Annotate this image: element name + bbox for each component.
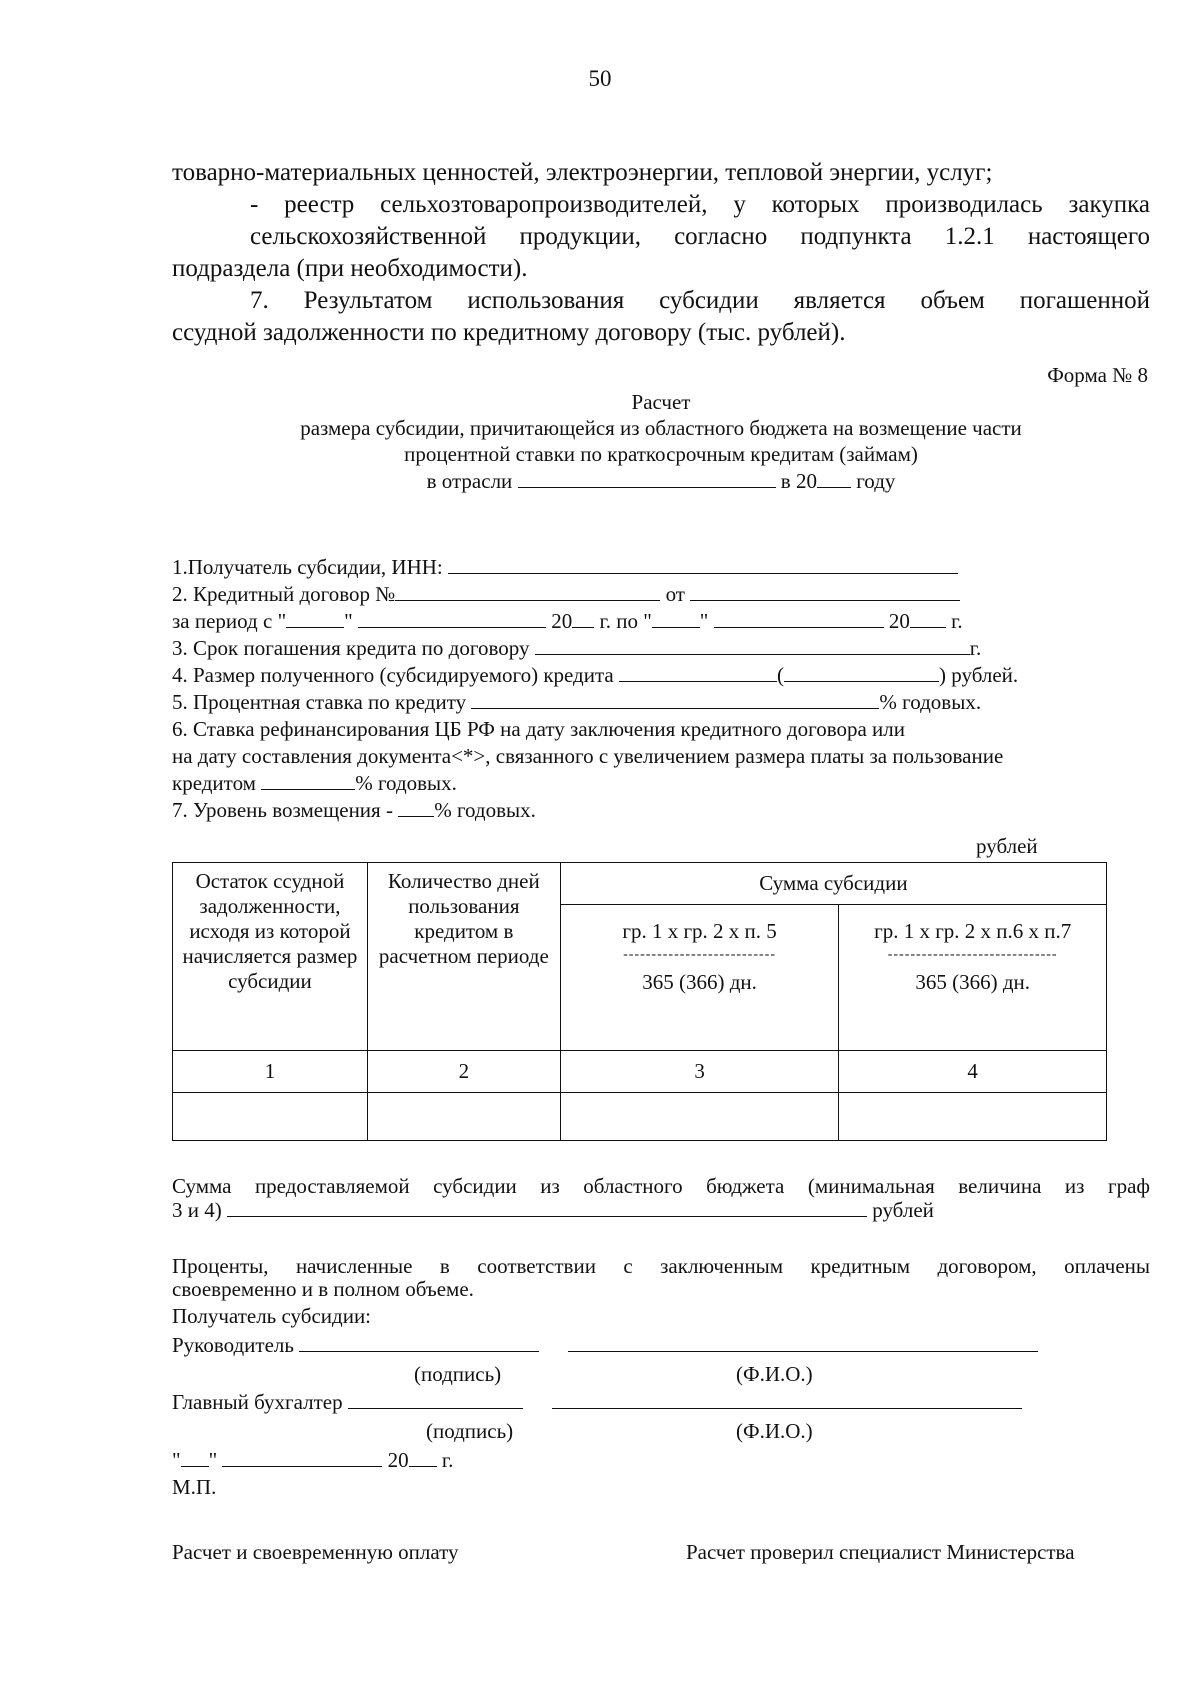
accountant-signature-blank[interactable] xyxy=(348,1390,523,1409)
period-month2-blank[interactable] xyxy=(714,609,884,628)
field-repayment xyxy=(172,636,981,661)
period-20a: 20 xyxy=(551,609,573,633)
form-title: Расчет xyxy=(631,390,691,414)
form-subtitle-2: процентной ставки по краткосрочным кредитам (займам) xyxy=(404,442,918,466)
field-refinancing-blank[interactable] xyxy=(261,771,355,790)
period-month-blank[interactable] xyxy=(358,609,546,628)
col4-formula xyxy=(874,919,1071,995)
subsidy-table xyxy=(172,862,1107,1141)
field-contract xyxy=(172,582,960,607)
accountant-line xyxy=(172,1390,1022,1415)
period-year-blank[interactable] xyxy=(572,609,594,628)
field-recipient xyxy=(172,555,958,580)
accountant-fio-blank[interactable] xyxy=(552,1390,1022,1409)
col1-header: Остаток ссудной задолженности, исходя из которой начисляется размер субсидии xyxy=(173,863,368,1051)
field-refinancing-1: 6. Ставка рефинансирования ЦБ РФ на дату заключения кредитного договора или xyxy=(172,717,905,741)
field-contract-label: 2. Кредитный договор № xyxy=(172,582,396,606)
col3-dash: --------------------------- xyxy=(623,947,776,962)
field-compensation xyxy=(172,798,536,823)
registry-paragraph: - реестр сельхозтоваропроизводителей, у которых производилась закупка сельскохозяйственной продукции, согласно подпункта 1.2.1 настоящего xyxy=(250,191,1150,250)
date-month-blank[interactable] xyxy=(222,1448,382,1467)
period-g: г. xyxy=(951,609,963,633)
field-refinancing-2: на дату составления документа<*>, связанного с увеличением размера платы за пользование xyxy=(172,744,1004,768)
date-line xyxy=(172,1448,453,1473)
col4-numerator: гр. 1 х гр. 2 х п.6 х п.7 xyxy=(874,919,1072,943)
field-compensation-end: % годовых. xyxy=(434,798,536,822)
field-interest-rate-blank[interactable] xyxy=(471,690,879,709)
industry-suffix: году xyxy=(856,469,896,493)
table-cell-4[interactable] xyxy=(839,1093,1107,1141)
field-contract-number-blank[interactable] xyxy=(395,582,660,601)
date-quote-1: " xyxy=(172,1448,181,1472)
summary-prefix: 3 и 4) xyxy=(172,1198,222,1222)
col3-header xyxy=(560,905,839,1051)
date-quote-2: " xyxy=(208,1448,218,1472)
field-compensation-label: 7. Уровень возмещения - xyxy=(172,798,393,822)
text-line-values: товарно-материальных ценностей, электроэнергии, тепловой энергии, услуг; xyxy=(172,159,993,186)
bottom-right-text: Расчет проверил специалист Министерства xyxy=(686,1540,1075,1564)
head-signature-blank[interactable] xyxy=(299,1333,539,1352)
industry-prefix: в отрасли xyxy=(426,469,513,493)
field-recipient-blank[interactable] xyxy=(448,555,958,574)
form-number: Форма № 8 xyxy=(1047,363,1148,387)
col3-numerator: гр. 1 х гр. 2 х п. 5 xyxy=(622,919,777,943)
date-year-blank[interactable] xyxy=(409,1448,437,1467)
summary-line-2 xyxy=(172,1198,934,1223)
industry-blank[interactable] xyxy=(518,469,776,488)
field-credit-size-end: ) рублей. xyxy=(939,663,1019,687)
table-cell-3[interactable] xyxy=(560,1093,839,1141)
date-20: 20 xyxy=(387,1448,409,1472)
date-day-blank[interactable] xyxy=(181,1448,209,1467)
col4-denominator: 365 (366) дн. xyxy=(915,970,1031,994)
field-recipient-label: 1.Получатель субсидии, ИНН: xyxy=(172,555,443,579)
field-refinancing-credit: кредитом xyxy=(172,771,256,795)
head-fio-blank[interactable] xyxy=(568,1333,1038,1352)
stamp-label: М.П. xyxy=(172,1475,217,1499)
summary-blank[interactable] xyxy=(227,1198,867,1217)
field-repayment-g: г. xyxy=(969,636,982,660)
table-cell-1[interactable] xyxy=(173,1093,368,1141)
sum-header: Сумма субсидии xyxy=(560,863,1106,905)
interest-line-1: Проценты, начисленные в соответствии с заключенным кредитным договором, оплачены xyxy=(172,1254,1150,1278)
accountant-signature-caption: (подпись) xyxy=(426,1419,514,1443)
result-paragraph: 7. Результатом использования субсидии является объем погашенной xyxy=(250,287,1150,314)
field-interest-rate xyxy=(172,690,981,715)
col-number-3: 3 xyxy=(560,1051,839,1093)
result-paragraph-end: ссудной задолженности по кредитному договору (тыс. рублей). xyxy=(172,319,846,346)
field-credit-words-blank[interactable] xyxy=(784,663,939,682)
col3-denominator: 365 (366) дн. xyxy=(642,970,757,994)
table-cell-2[interactable] xyxy=(367,1093,560,1141)
field-refinancing-end: % годовых. xyxy=(355,771,457,795)
summary-line-1: Сумма предоставляемой субсидии из областного бюджета (минимальная величина из граф xyxy=(172,1174,1150,1198)
field-refinancing-3 xyxy=(172,771,457,796)
period-quote: " xyxy=(344,609,353,633)
period-20b: 20 xyxy=(888,609,910,633)
field-compensation-blank[interactable] xyxy=(398,798,434,817)
page-number: 50 xyxy=(588,66,612,91)
field-repayment-blank[interactable] xyxy=(535,636,970,655)
head-signature-caption: (подпись) xyxy=(414,1362,502,1386)
date-g: г. xyxy=(441,1448,454,1472)
field-period xyxy=(172,609,963,634)
registry-paragraph-end: подраздела (при необходимости). xyxy=(172,255,528,282)
recipient-label: Получатель субсидии: xyxy=(172,1304,372,1328)
field-credit-size-blank[interactable] xyxy=(619,663,777,682)
field-interest-rate-label: 5. Процентная ставка по кредиту xyxy=(172,690,467,714)
bottom-left-text: Расчет и своевременную оплату xyxy=(172,1540,459,1564)
accountant-label: Главный бухгалтер xyxy=(172,1390,343,1414)
period-prefix: за период с " xyxy=(172,609,287,633)
period-day-blank[interactable] xyxy=(286,609,344,628)
col4-header xyxy=(839,905,1107,1051)
col-number-2: 2 xyxy=(367,1051,560,1093)
period-quote-2: " xyxy=(699,609,709,633)
col4-dash: ------------------------------ xyxy=(887,947,1058,962)
col2-header: Количество дней пользования кредитом в расчетном периоде xyxy=(367,863,560,1051)
table-unit: рублей xyxy=(976,834,1038,858)
summary-suffix: рублей xyxy=(872,1198,934,1222)
field-interest-rate-end: % годовых. xyxy=(879,690,982,714)
industry-year-blank[interactable] xyxy=(817,469,851,488)
head-line xyxy=(172,1333,1038,1358)
period-day2-blank[interactable] xyxy=(652,609,700,628)
form-subtitle-1: размера субсидии, причитающейся из областного бюджета на возмещение части xyxy=(300,416,1022,440)
field-credit-size-label: 4. Размер полученного (субсидируемого) кредита xyxy=(172,663,614,687)
interest-line-2: своевременно и в полном объеме. xyxy=(172,1277,474,1301)
col-number-1: 1 xyxy=(173,1051,368,1093)
col-number-4: 4 xyxy=(839,1051,1107,1093)
industry-line xyxy=(172,469,1150,494)
period-to: г. по " xyxy=(599,609,652,633)
field-credit-paren: ( xyxy=(777,663,784,687)
accountant-fio-caption: (Ф.И.О.) xyxy=(736,1419,813,1443)
period-year2-blank[interactable] xyxy=(910,609,946,628)
field-contract-from: от xyxy=(665,582,685,606)
field-repayment-label: 3. Срок погашения кредита по договору xyxy=(172,636,530,660)
head-label: Руководитель xyxy=(172,1333,294,1357)
field-contract-date-blank[interactable] xyxy=(690,582,960,601)
field-credit-size xyxy=(172,663,1018,688)
head-fio-caption: (Ф.И.О.) xyxy=(736,1362,813,1386)
industry-year: в 20 xyxy=(780,469,817,493)
col3-formula xyxy=(622,919,776,995)
